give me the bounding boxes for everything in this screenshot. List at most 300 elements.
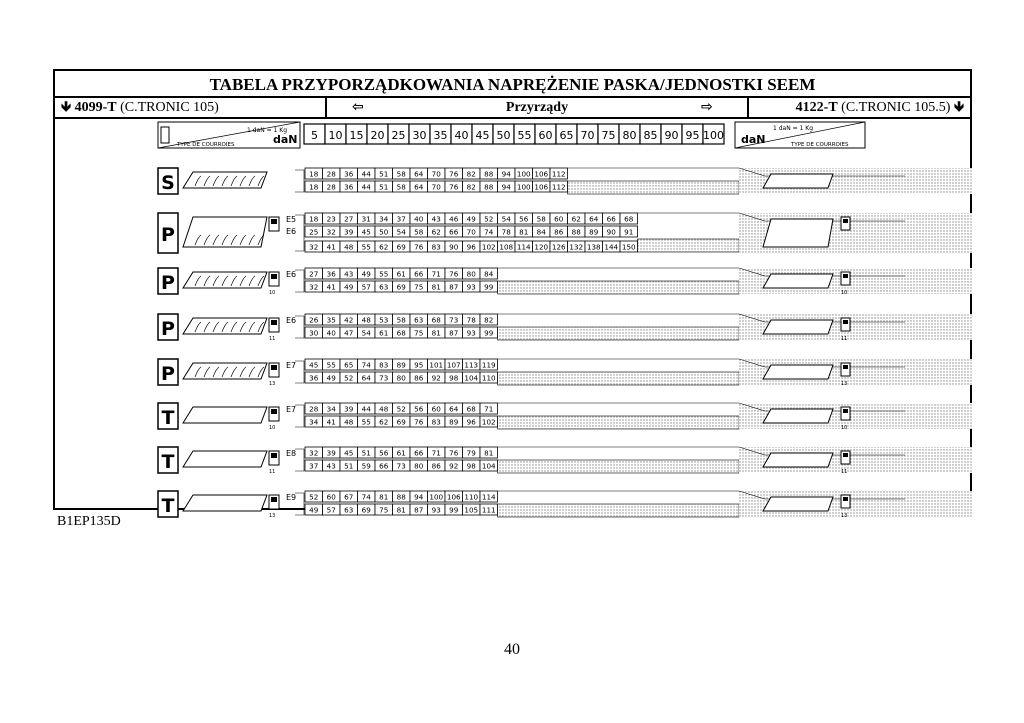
tension-value-top: 56	[414, 404, 424, 414]
tension-value-bottom: 93	[431, 505, 441, 515]
tension-value-top: 48	[361, 315, 371, 325]
tension-value-top: 45	[344, 448, 354, 458]
connector	[295, 215, 304, 251]
tension-value-bottom: 105	[464, 505, 479, 515]
tension-value-top: 32	[309, 448, 319, 458]
tension-value-bottom: 58	[396, 182, 406, 192]
tension-value-bottom: 99	[484, 282, 494, 292]
tension-value-bottom: 98	[466, 461, 476, 471]
tension-value-bottom: 91	[624, 227, 634, 237]
tension-value-top: 106	[446, 492, 461, 502]
tension-value-bottom: 81	[431, 328, 441, 338]
tension-value-top: 43	[431, 214, 441, 224]
dan-scale-label: 25	[391, 129, 406, 142]
tension-value-top: 101	[429, 360, 444, 370]
tension-value-bottom: 99	[484, 328, 494, 338]
tension-value-bottom: 75	[414, 282, 424, 292]
tension-value-top: 76	[449, 448, 459, 458]
tension-value-bottom: 50	[379, 227, 389, 237]
dotted-band	[568, 181, 740, 194]
tension-value-bottom: 66	[449, 227, 459, 237]
tension-value-bottom: 70	[466, 227, 476, 237]
tension-value-bottom: 92	[449, 461, 459, 471]
dan-scale-label: 20	[370, 129, 385, 142]
type-label-right: TYPE DE COURROIES	[791, 142, 849, 148]
gauge-size-label: 10	[269, 290, 276, 296]
dan-scale-label: 15	[349, 129, 364, 142]
connector	[295, 405, 304, 427]
tension-value-top: 62	[571, 214, 581, 224]
gauge-block-fill	[843, 219, 848, 223]
table-frame	[53, 69, 972, 519]
belt-profile-icon-right	[763, 219, 833, 247]
belt-tag: E7	[286, 405, 297, 414]
tension-value-bottom: 90	[606, 227, 616, 237]
tension-value-bottom: 75	[414, 328, 424, 338]
tension-value-bottom: 81	[396, 505, 406, 515]
tension-value-bottom: 110	[481, 373, 496, 383]
figure-code: B1EP135D	[57, 514, 121, 529]
tension-value-extra: 41	[326, 242, 336, 252]
tension-value-bottom: 41	[326, 417, 336, 427]
gauge-size-label: 11	[841, 336, 848, 342]
tension-value-extra: 96	[466, 242, 476, 252]
tension-value-bottom: 55	[361, 417, 371, 427]
tension-value-top: 113	[464, 360, 479, 370]
dan-scale-label: 80	[622, 129, 637, 142]
dan-scale-label: 70	[580, 129, 595, 142]
gauge-size-label: 13	[841, 381, 848, 387]
tension-value-bottom: 49	[344, 282, 354, 292]
dan-scale-label: 35	[433, 129, 448, 142]
dan-scale-label: 100	[703, 129, 724, 142]
right-instrument-code: 4122-T	[795, 100, 838, 115]
tension-value-bottom: 28	[326, 182, 336, 192]
tension-value-top: 34	[379, 214, 389, 224]
tension-value-bottom: 83	[431, 417, 441, 427]
tension-value-bottom: 73	[379, 373, 389, 383]
dan-scale-label: 65	[559, 129, 574, 142]
tension-value-top: 26	[309, 315, 319, 325]
gauge-block-fill	[271, 497, 277, 502]
tension-value-top: 55	[379, 269, 389, 279]
tension-value-top: 35	[326, 315, 336, 325]
tension-value-bottom: 86	[414, 373, 424, 383]
left-instrument-code: 4099-T	[74, 100, 117, 115]
tension-value-top: 82	[466, 169, 476, 179]
unit-conversion-left: 1 daN = 1 Kg	[247, 127, 288, 134]
dan-scale-label: 40	[454, 129, 469, 142]
tension-value-top: 63	[414, 315, 424, 325]
type-label-left: TYPE DE COURROIES	[177, 142, 235, 148]
tension-value-extra: 150	[621, 242, 636, 252]
gauge-size-label: 13	[269, 513, 276, 519]
arrow-down-icon: 🡻	[61, 99, 72, 115]
tension-value-extra: 90	[449, 242, 459, 252]
tension-value-top: 67	[344, 492, 354, 502]
instruments-label: Przyrządy	[505, 100, 569, 115]
gauge-size-label: 11	[269, 336, 276, 342]
right-instrument-model: (C.TRONIC 105.5)	[841, 100, 951, 115]
connector	[295, 270, 304, 292]
page-title: TABELA PRZYPORZĄDKOWANIA NAPRĘŻENIE PASKA/JEDNOSTKI SEEM	[55, 71, 970, 98]
tension-value-top: 28	[326, 169, 336, 179]
tension-value-top: 51	[361, 448, 371, 458]
belt-tag: E7	[286, 361, 297, 370]
tension-value-extra: 132	[569, 242, 584, 252]
tension-value-bottom: 66	[379, 461, 389, 471]
belt-profile-icon	[183, 495, 267, 511]
belt-type-letter: P	[161, 363, 175, 385]
tension-value-bottom: 18	[309, 182, 319, 192]
tension-value-bottom: 48	[344, 417, 354, 427]
tension-value-extra: 138	[586, 242, 601, 252]
tension-value-top: 39	[344, 404, 354, 414]
tension-value-bottom: 47	[344, 328, 354, 338]
tension-value-top: 74	[361, 492, 371, 502]
tension-value-extra: 76	[414, 242, 424, 252]
gauge-size-label: 10	[269, 425, 276, 431]
belt-profile-icon	[183, 451, 267, 467]
tension-value-bottom: 104	[464, 373, 479, 383]
tension-value-bottom: 102	[481, 417, 496, 427]
tension-value-top: 52	[396, 404, 406, 414]
tension-value-bottom: 93	[466, 328, 476, 338]
gauge-size-label: 13	[269, 381, 276, 387]
connector	[295, 493, 304, 515]
tension-value-bottom: 62	[431, 227, 441, 237]
tension-value-bottom: 94	[501, 182, 511, 192]
tension-value-top: 100	[516, 169, 531, 179]
dan-scale-label: 60	[538, 129, 553, 142]
tension-value-bottom: 112	[551, 182, 566, 192]
tension-value-bottom: 54	[396, 227, 406, 237]
tension-value-top: 114	[481, 492, 496, 502]
gauge-block-fill	[271, 409, 277, 414]
dan-scale-label: 90	[664, 129, 679, 142]
tension-value-top: 18	[309, 169, 319, 179]
tension-value-top: 43	[344, 269, 354, 279]
belt-type-letter: T	[161, 451, 175, 473]
gauge-block-fill	[271, 365, 277, 370]
tension-value-top: 70	[431, 169, 441, 179]
tension-value-top: 44	[361, 404, 371, 414]
tension-value-top: 60	[431, 404, 441, 414]
tension-value-top: 36	[326, 269, 336, 279]
tension-value-bottom: 86	[431, 461, 441, 471]
gauge-size-label: 11	[269, 469, 276, 475]
dan-scale-label: 50	[496, 129, 511, 142]
tension-value-bottom: 80	[396, 373, 406, 383]
gauge-size-label: 10	[841, 425, 848, 431]
gauge-block-fill	[271, 274, 277, 279]
tension-value-top: 68	[431, 315, 441, 325]
tension-value-bottom: 93	[466, 282, 476, 292]
tension-value-bottom: 88	[484, 182, 494, 192]
tension-value-bottom: 75	[379, 505, 389, 515]
tension-value-bottom: 69	[361, 505, 371, 515]
tension-value-top: 80	[466, 269, 476, 279]
dotted-band	[498, 372, 740, 385]
tension-value-top: 89	[396, 360, 406, 370]
tension-value-bottom: 104	[481, 461, 496, 471]
tension-value-top: 94	[501, 169, 511, 179]
tension-value-bottom: 86	[554, 227, 564, 237]
gauge-block-icon-right	[841, 407, 850, 420]
tension-value-bottom: 84	[536, 227, 546, 237]
tension-value-bottom: 88	[571, 227, 581, 237]
gauge-block-icon-right	[841, 272, 850, 285]
tension-value-bottom: 89	[449, 417, 459, 427]
tension-value-top: 74	[361, 360, 371, 370]
belt-profile-icon-right	[763, 365, 833, 379]
belt-tag: E6	[286, 270, 297, 279]
tension-value-bottom: 80	[414, 461, 424, 471]
tension-value-bottom: 87	[414, 505, 424, 515]
belt-profile-icon-right	[763, 174, 833, 188]
connector	[295, 316, 304, 338]
tension-value-top: 46	[449, 214, 459, 224]
tension-value-bottom: 87	[449, 328, 459, 338]
tension-value-top: 66	[414, 448, 424, 458]
tension-value-top: 58	[396, 169, 406, 179]
tension-value-top: 31	[361, 214, 371, 224]
tension-value-bottom: 87	[449, 282, 459, 292]
tension-value-bottom: 41	[326, 282, 336, 292]
belt-profile-icon-right	[763, 453, 833, 467]
belt-type-letter: P	[161, 272, 175, 294]
instrument-header	[55, 98, 970, 119]
tension-value-extra: 108	[499, 242, 514, 252]
tension-value-top: 34	[326, 404, 336, 414]
arrow-right-icon: ⇨	[701, 99, 713, 115]
tension-value-extra: 126	[551, 242, 566, 252]
dan-scale-label: 30	[412, 129, 427, 142]
tension-value-top: 52	[484, 214, 494, 224]
tension-value-top: 28	[309, 404, 319, 414]
tension-value-top: 66	[606, 214, 616, 224]
tension-value-bottom: 39	[344, 227, 354, 237]
gauge-block-fill	[271, 219, 277, 224]
tension-value-bottom: 51	[344, 461, 354, 471]
tension-value-extra: 120	[534, 242, 549, 252]
tension-value-extra: 55	[361, 242, 371, 252]
gauge-block-fill	[843, 365, 848, 369]
right-instrument	[747, 98, 970, 117]
tension-value-top: 60	[326, 492, 336, 502]
tension-value-top: 64	[449, 404, 459, 414]
gauge-block-icon-right	[841, 451, 850, 464]
tension-value-extra: 102	[481, 242, 496, 252]
tension-value-bottom: 36	[344, 182, 354, 192]
belt-profile-icon	[183, 217, 267, 247]
tension-value-top: 61	[396, 448, 406, 458]
tension-value-top: 58	[396, 315, 406, 325]
connector	[295, 449, 304, 471]
page-number: 40	[504, 641, 520, 658]
tension-value-top: 119	[481, 360, 496, 370]
tension-value-bottom: 62	[379, 417, 389, 427]
gauge-block-fill	[843, 497, 848, 501]
dotted-band	[498, 416, 740, 429]
tension-value-top: 94	[414, 492, 424, 502]
tension-value-top: 64	[589, 214, 599, 224]
tension-value-top: 107	[446, 360, 461, 370]
tension-value-bottom: 32	[309, 282, 319, 292]
tension-value-bottom: 68	[396, 328, 406, 338]
tension-value-bottom: 25	[309, 227, 319, 237]
tension-value-bottom: 36	[309, 373, 319, 383]
tension-value-top: 42	[344, 315, 354, 325]
gauge-block-fill	[843, 453, 848, 457]
gauge-block-fill	[271, 320, 277, 325]
gauge-block-icon-right	[841, 318, 850, 331]
arrow-left-icon: ⇦	[352, 99, 364, 115]
tension-value-top: 56	[519, 214, 529, 224]
tension-value-top: 54	[501, 214, 511, 224]
tension-value-top: 23	[326, 214, 336, 224]
tension-value-bottom: 37	[309, 461, 319, 471]
tension-value-top: 65	[344, 360, 354, 370]
belt-tag: E6	[286, 316, 297, 325]
tension-value-bottom: 96	[466, 417, 476, 427]
unit-conversion-right: 1 daN = 1 Kg	[773, 125, 814, 132]
tension-value-bottom: 45	[361, 227, 371, 237]
tension-value-top: 39	[326, 448, 336, 458]
dotted-band	[498, 460, 740, 473]
gauge-block-fill	[843, 320, 848, 324]
tension-value-extra: 69	[396, 242, 406, 252]
tension-value-bottom: 34	[309, 417, 319, 427]
tension-value-top: 55	[326, 360, 336, 370]
tension-value-bottom: 99	[449, 505, 459, 515]
tension-value-extra: 144	[604, 242, 619, 252]
tension-value-top: 61	[396, 269, 406, 279]
instruments-label-cell	[327, 98, 747, 117]
gauge-block-icon-right	[841, 363, 850, 376]
tension-value-bottom: 76	[449, 182, 459, 192]
gauge-block-fill	[843, 409, 848, 413]
dan-scale-label: 75	[601, 129, 616, 142]
tension-value-bottom: 82	[466, 182, 476, 192]
gauge-block-fill	[271, 453, 277, 458]
dan-scale-label: 10	[328, 129, 343, 142]
tension-value-bottom: 111	[481, 505, 496, 515]
tension-value-top: 49	[361, 269, 371, 279]
gauge-size-label: 13	[841, 513, 848, 519]
tension-chart-area	[55, 119, 970, 519]
tension-value-top: 88	[484, 169, 494, 179]
tension-value-bottom: 61	[379, 328, 389, 338]
tension-value-top: 44	[361, 169, 371, 179]
belt-profile-icon-right	[763, 497, 833, 511]
tension-value-top: 95	[414, 360, 424, 370]
tension-value-bottom: 59	[361, 461, 371, 471]
tension-value-top: 82	[484, 315, 494, 325]
belt-tag: E9	[286, 493, 297, 502]
belt-type-letter: S	[161, 172, 175, 194]
tension-value-bottom: 52	[344, 373, 354, 383]
left-instrument	[55, 98, 327, 117]
tension-value-extra: 62	[379, 242, 389, 252]
tension-value-bottom: 57	[326, 505, 336, 515]
dan-scale-label: 95	[685, 129, 700, 142]
tension-value-top: 56	[379, 448, 389, 458]
tension-value-top: 60	[554, 214, 564, 224]
tension-value-top: 81	[484, 448, 494, 458]
belt-type-letter: P	[161, 224, 175, 246]
tension-value-bottom: 69	[396, 417, 406, 427]
tension-value-top: 79	[466, 448, 476, 458]
tension-value-top: 68	[624, 214, 634, 224]
tension-value-bottom: 64	[414, 182, 424, 192]
tension-value-top: 78	[466, 315, 476, 325]
tension-value-top: 71	[431, 448, 441, 458]
gauge-block-icon-right	[841, 217, 850, 230]
tension-value-top: 112	[551, 169, 566, 179]
tension-value-bottom: 58	[414, 227, 424, 237]
belt-profile-icon-right	[763, 274, 833, 288]
tension-value-bottom: 76	[414, 417, 424, 427]
tension-value-top: 100	[429, 492, 444, 502]
tension-value-top: 76	[449, 269, 459, 279]
arrow-down-icon: 🡻	[953, 99, 964, 115]
tension-value-bottom: 54	[361, 328, 371, 338]
belt-tag: E6	[286, 227, 297, 236]
tension-value-bottom: 30	[309, 328, 319, 338]
belt-profile-icon-right	[763, 320, 833, 334]
gauge-size-label: 11	[841, 469, 848, 475]
belt-profile-icon-right	[763, 409, 833, 423]
tension-value-top: 45	[309, 360, 319, 370]
dan-scale-label: 5	[311, 129, 318, 142]
belt-tag: E5	[286, 215, 297, 224]
tension-value-bottom: 78	[501, 227, 511, 237]
tension-value-top: 27	[344, 214, 354, 224]
tension-value-top: 48	[379, 404, 389, 414]
dotted-band	[498, 327, 740, 340]
tension-value-bottom: 49	[326, 373, 336, 383]
gauge-size-label: 10	[841, 290, 848, 296]
tension-value-bottom: 92	[431, 373, 441, 383]
tension-value-bottom: 63	[344, 505, 354, 515]
dan-scale-label: 55	[517, 129, 532, 142]
tension-value-bottom: 81	[431, 282, 441, 292]
unit-label-left: daN	[273, 133, 298, 146]
tension-value-top: 58	[536, 214, 546, 224]
tension-value-top: 52	[309, 492, 319, 502]
tension-value-bottom: 51	[379, 182, 389, 192]
tension-value-top: 64	[414, 169, 424, 179]
tension-value-top: 40	[414, 214, 424, 224]
belt-type-letter: T	[161, 495, 175, 517]
tension-value-extra: 83	[431, 242, 441, 252]
tension-value-top: 110	[464, 492, 479, 502]
tension-value-bottom: 49	[309, 505, 319, 515]
tension-value-bottom: 63	[379, 282, 389, 292]
tension-value-top: 71	[484, 404, 494, 414]
tension-value-top: 84	[484, 269, 494, 279]
tension-value-top: 83	[379, 360, 389, 370]
unit-label-right: daN	[741, 133, 766, 146]
tension-value-bottom: 69	[396, 282, 406, 292]
gauge-icon	[161, 127, 169, 143]
tension-value-top: 68	[466, 404, 476, 414]
dan-scale-label: 45	[475, 129, 490, 142]
tension-value-bottom: 74	[484, 227, 494, 237]
tension-value-bottom: 44	[361, 182, 371, 192]
tension-value-top: 37	[396, 214, 406, 224]
